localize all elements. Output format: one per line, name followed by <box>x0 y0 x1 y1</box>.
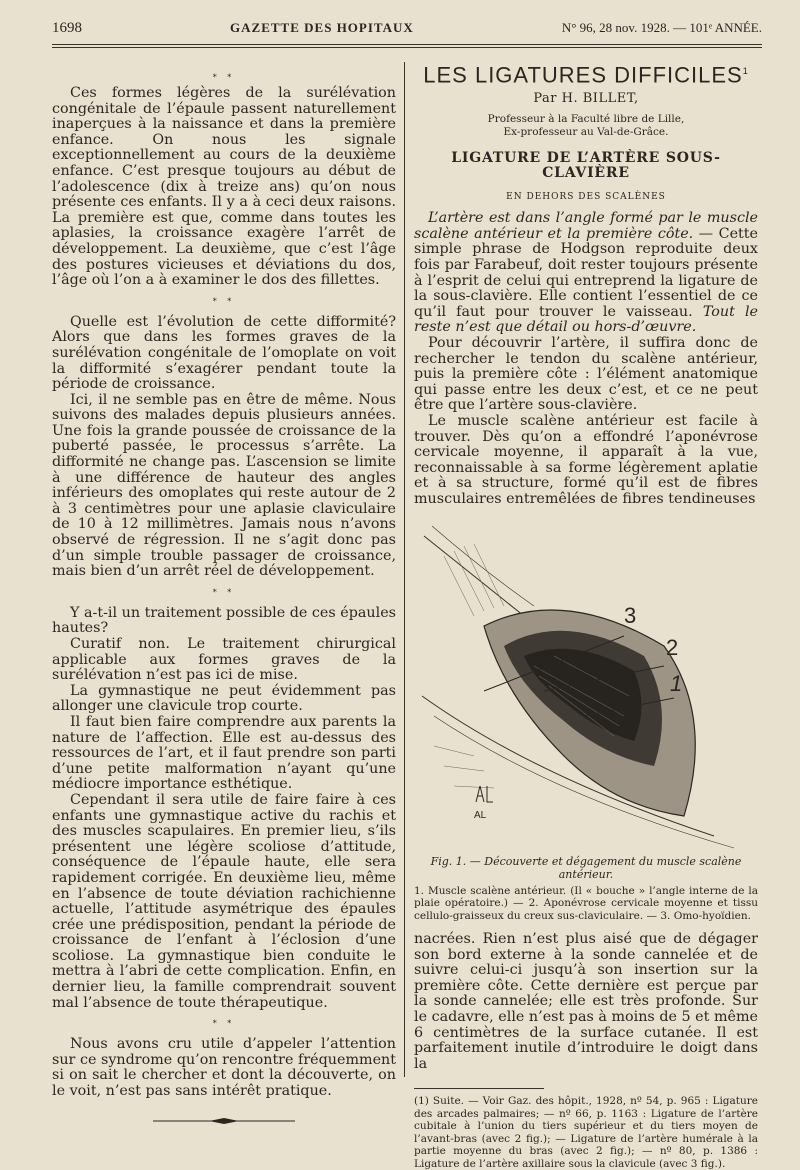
right-column <box>414 60 758 1170</box>
section-title: LIGATURE DE L’ARTÈRE SOUS-CLAVIÈRE <box>451 149 721 182</box>
paragraph: Le muscle scalène antérieur est facile à trouver. Dès qu’on a effondré l’aponévrose cervicale moyenne, il apparaît à la vue, reconnaissable à sa forme légèrement aplatie et à sa structure, formé qu’il est de fibres musculaires entremêlées de fibres tendineuses <box>414 413 758 507</box>
page-number: 1698 <box>52 20 82 36</box>
article-title <box>414 62 758 88</box>
paragraph: Curatif non. Le traitement chirurgical applicable aux formes graves de la surélévation n’est pas ici de mise. <box>52 636 396 684</box>
artist-signature: AL <box>474 809 487 821</box>
paragraph: Y a-t-il un traitement possible de ces épaules hautes? <box>52 604 396 637</box>
journal-title: GAZETTE DES HOPITAUX <box>230 20 414 35</box>
section-separator: * * <box>212 296 236 306</box>
section-separator: * * <box>212 73 236 82</box>
end-ornament <box>52 1114 396 1130</box>
article-body-continued <box>414 932 758 1072</box>
article-title-text: LES LIGATURES DIFFICILES <box>423 62 743 88</box>
issue-info: N° 96, 28 nov. 1928. — 101ᵉ ANNÉE. <box>561 20 762 35</box>
paragraph: Quelle est l’évolution de cette difformité? Alors que dans les formes graves de la surélévation congénitale de l’omoplate on voit la difformité s’exagérer pendant toute la période de croissance. <box>52 313 396 393</box>
paragraph: nacrées. Rien n’est plus aisé que de dégager son bord externe à la sonde cannelée et de suivre celui-ci jusqu’à son insertion sur la première côte. Cette dernière est perçue par la sonde cannelée; elle est très profonde. Sur le cadavre, elle n’est pas à moins de 5 et même 6 centimètres de la surface cutanée. Il est parfaitement inutile d’introduire le doigt dans la <box>414 931 758 1072</box>
anatomical-figure <box>414 516 758 851</box>
left-column <box>52 72 396 1129</box>
affiliation-1: Professeur à la Faculté libre de Lille, <box>487 112 685 125</box>
paragraph: Ces formes légères de la surélévation congénitale de l’épaule passent naturellement inaperçues à la naissance et dans la première enfance. On nous les signale exceptionnellement au cours de la deuxième enfance. C’est presque toujours au début de l’adolescence (dix à treize ans) qu’on nous présente ces enfants. Il y a à ceci deux raisons. La première est que, comme dans toutes les aplasies, la croissance exagère l’arrêt de développement. La deuxième, que c’est l’âge des postures vicieuses et déviations du dos, l’âge où l’on a à examiner le dos des fillettes. <box>52 85 396 289</box>
author-line: Par H. BILLET, <box>533 90 639 106</box>
page-header <box>52 20 762 42</box>
quote-italic-tail: Tout le reste n’est que détail ou hors-d’œuvre. <box>414 303 758 336</box>
header-rule-top <box>52 44 762 45</box>
section-separator: * * <box>212 587 236 597</box>
header-rule-bottom <box>52 47 762 48</box>
article-body <box>414 211 758 507</box>
paragraph <box>414 211 758 336</box>
figure-illustration <box>414 516 758 851</box>
section-subtitle: EN DEHORS DES SCALÈNES <box>506 191 666 202</box>
affiliation-2: Ex-professeur au Val-de-Grâce. <box>503 125 669 138</box>
footnote-marker: 1 <box>742 66 749 76</box>
paragraph: La gymnastique ne peut évidemment pas allonger une clavicule trop courte. <box>52 682 396 715</box>
footnote-rule <box>414 1088 544 1089</box>
paragraph: Ici, il ne semble pas en être de même. Nous suivons des malades depuis plusieurs années. Une fois la grande poussée de croissance de la puberté passée, le processus s’arrête. La difformité ne change pas. L’ascension se limite à une différence de hauteur des angles inférieurs des omoplates qui reste autour de 2 à 3 centimètres pour une aplasie claviculaire de 10 à 12 millimètres. Jamais nous n’avons observé de régression. Il ne s’agit donc pas d’un simple trouble passager de croissance, mais bien d’un arrêt réel de développement. <box>52 391 396 580</box>
paragraph: Nous avons cru utile d’appeler l’attention sur ce syndrome qu’on rencontre fréquemment si on sait le chercher et dont la découverte, on le voit, n’est pas sans intérêt pratique. <box>52 1036 396 1100</box>
quote-italic: L’artère est dans l’angle formé par le muscle scalène antérieur et la première côte. <box>414 210 758 242</box>
column-divider <box>404 62 405 1077</box>
figure-caption: Fig. 1. — Découverte et dégagement du muscle scalène antérieur. <box>430 854 742 881</box>
paragraph: Il faut bien faire comprendre aux parents la nature de l’affection. Elle est au-dessus des ressources de l’art, et il faut prendre son parti d’une petite malformation n’ayant qu’une médiocre importance esthétique. <box>52 713 396 793</box>
figure-label-3: 3 <box>624 602 637 628</box>
figure-legend: 1. Muscle scalène antérieur. (Il « bouche » l’angle interne de la plaie opératoire.) — 2. Aponévrose cervicale moyenne et tissu cellulo-graisseux du creux sus-claviculaire. — 3. Omo-hyoïdien. <box>414 884 758 922</box>
footnote: (1) Suite. — Voir Gaz. des hôpit., 1928, nº 54, p. 965 : Ligature des arcades palmaires; — nº 66, p. 1163 : Ligature de l’artère cubitale à l’union du tiers supérieur et du tiers moyen de l’avant-bras (avec 2 fig.); — Ligature de l’artère humérale à la partie moyenne du bras (avec 2 fig.); — nº 80, p. 1386 : Ligature de l’artère axillaire sous la clavicule (avec 3 fig.). <box>414 1095 758 1170</box>
section-separator: * * <box>212 1019 236 1029</box>
figure-label-1: 1 <box>670 670 683 696</box>
paragraph-text: — Cette simple phrase de Hodgson reproduite deux fois par Farabeuf, doit rester toujours présente à l’esprit de celui qui entreprend la ligature de la sous-clavière. Elle contient l’essentiel de ce qu’il faut pour trouver le vaisseau. <box>414 225 758 320</box>
paragraph: Cependant il sera utile de faire faire à ces enfants une gymnastique active du rachis et des muscles scapulaires. En premier lieu, s’ils présentent une légère scoliose d’attitude, conséquence de l’épaule haute, elle sera rapidement corrigée. En deuxième lieu, même en l’absence de toute déviation rachichienne actuelle, l’attitude asymétrique des épaules crée une prédisposition, pendant la période de croissance de l’enfant à l’éclosion d’une scoliose. La gymnastique bien conduite le mettra à l’abri de cette complication. Enfin, en dernier lieu, la famille comprendrait souvent mal l’absence de toute thérapeutique. <box>52 791 396 1011</box>
figure-label-2: 2 <box>666 634 679 660</box>
paragraph: Pour découvrir l’artère, il suffira donc de rechercher le tendon du scalène antérieur, puis la première côte : l’élément anatomique qui passe entre les deux c’est, et ce ne peut être que l’artère sous-clavière. <box>414 335 758 414</box>
